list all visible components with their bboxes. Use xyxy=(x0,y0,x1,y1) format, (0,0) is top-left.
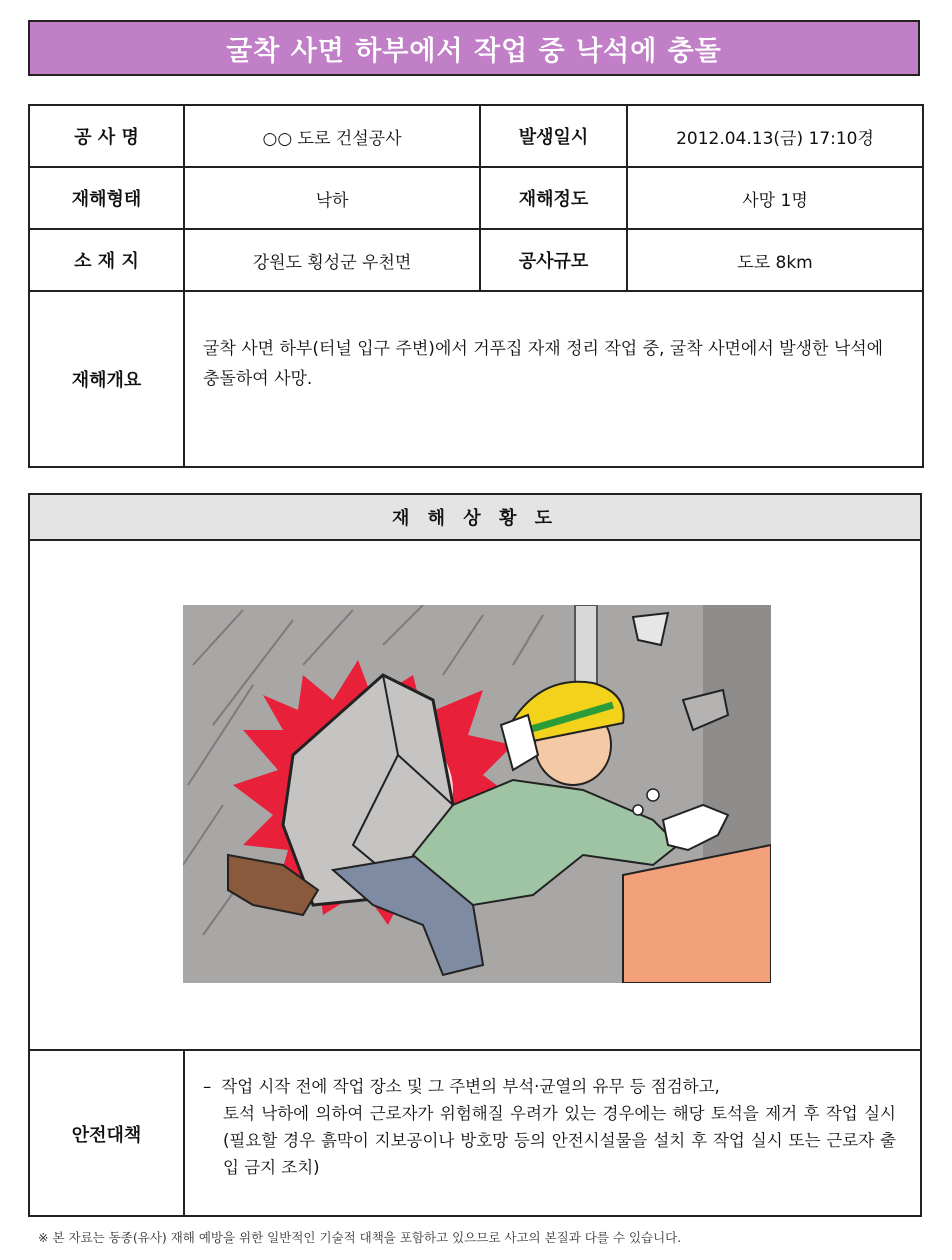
document-title: 굴착 사면 하부에서 작업 중 낙석에 충돌 xyxy=(226,35,722,67)
value-severity: 사망 1명 xyxy=(627,167,923,229)
scene-heading: 재 해 상 황 도 xyxy=(30,495,920,541)
accident-illustration xyxy=(183,605,771,983)
safety-line-rest: 토석 낙하에 의하여 근로자가 위험해질 우려가 있는 경우에는 해당 토석을 제거 후 작업 실시(필요할 경우 흙막이 지보공이나 방호망 등의 안전시설물을 설치 후 작업 실시 또는 근로자 출입 금지 조치) xyxy=(223,1104,896,1177)
accident-info-table xyxy=(28,104,924,468)
label-severity: 재해정도 xyxy=(480,167,627,229)
small-rock xyxy=(633,613,668,645)
value-location: 강원도 횡성군 우천면 xyxy=(184,229,480,291)
label-accident-type: 재해형태 xyxy=(29,167,184,229)
label-summary: 재해개요 xyxy=(29,291,184,467)
title-banner xyxy=(28,20,920,76)
value-occurrence-date: 2012.04.13(금) 17:10경 xyxy=(627,105,923,167)
disclaimer-footnote: ※ 본 자료는 동종(유사) 재해 예방을 위한 일반적인 기술적 대책을 포함하고 있으므로 사고의 본질과 다를 수 있습니다. xyxy=(38,1230,682,1245)
safety-measures-row xyxy=(30,1049,920,1217)
value-accident-type: 낙하 xyxy=(184,167,480,229)
value-project-name: ○○ 도로 건설공사 xyxy=(184,105,480,167)
info-row xyxy=(29,105,923,167)
label-occurrence-date: 발생일시 xyxy=(480,105,627,167)
label-project-scale: 공사규모 xyxy=(480,229,627,291)
bullet-dash: – xyxy=(203,1077,212,1096)
summary-row xyxy=(29,291,923,467)
label-safety-measures: 안전대책 xyxy=(30,1051,185,1217)
label-project-name: 공 사 명 xyxy=(29,105,184,167)
value-project-scale: 도로 8km xyxy=(627,229,923,291)
summary-text: 굴착 사면 하부(터널 입구 주변)에서 거푸집 자재 정리 작업 중, 굴착 사면에서 발생한 낙석에 충돌하여 사망. xyxy=(184,291,923,467)
info-row xyxy=(29,229,923,291)
label-location: 소 재 지 xyxy=(29,229,184,291)
safety-measures-text xyxy=(185,1051,920,1217)
accident-scene-section xyxy=(28,493,922,1217)
safety-line-1: 작업 시작 전에 작업 장소 및 그 주변의 부석·균열의 유무 등 점검하고, xyxy=(221,1077,720,1096)
info-row xyxy=(29,167,923,229)
